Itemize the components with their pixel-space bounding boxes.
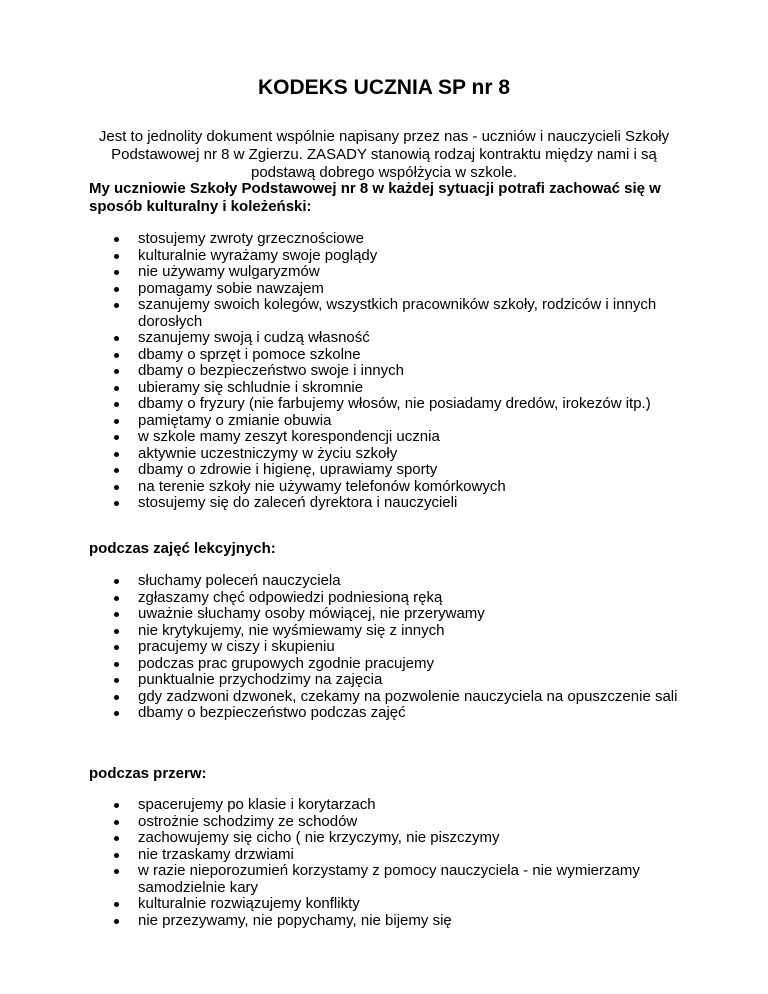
bullet-icon [114,853,119,858]
list-item [89,639,689,656]
list-item [89,814,689,831]
list-item [89,347,689,364]
list-item [89,689,689,706]
list-item [89,248,689,265]
bullet-icon [114,869,119,874]
list-item [89,363,689,380]
list-item [89,913,689,930]
list-item-text: szanujemy swoich kolegów, wszystkich pracowników szkoły, rodziców i innych dorosłych [138,296,657,330]
section-heading-general: My uczniowie Szkoły Podstawowej nr 8 w każdej sytuacji potrafi zachować się w sposób kulturalny i koleżeński: [89,180,661,215]
list-item [89,797,689,814]
list-item-text: uważnie słuchamy osoby mówiącej, nie przerywamy [138,605,485,622]
list-item [89,429,689,446]
list-item [89,672,689,689]
list-item-text: w szkole mamy zeszyt korespondencji ucznia [138,428,440,445]
bullet-icon [114,711,119,716]
bullet-icon [114,386,119,391]
bullet-icon [114,662,119,667]
bullet-icon [114,803,119,808]
list-item [89,830,689,847]
list-item-text: pamiętamy o zmianie obuwia [138,411,332,429]
list-item-text: nie przezywamy, nie popychamy, nie bijemy się [138,911,452,929]
bullet-icon [114,645,119,650]
bullet-icon [114,902,119,907]
bullet-icon [114,678,119,683]
list-item-text: pomagamy sobie nawzajem [138,279,324,297]
list-item [89,573,689,590]
list-item [89,380,689,397]
bullet-icon [114,419,119,424]
list-item-text: ostrożnie schodzimy ze schodów [138,812,358,830]
list-item [89,396,689,413]
list-item-text: szanujemy swoją i cudzą własność [138,329,370,346]
list-item-text: dbamy o sprzęt i pomoce szkolne [138,345,361,363]
bullet-icon [114,501,119,506]
list-item [89,495,689,512]
bullet-icon [114,353,119,358]
list-item-text: dbamy o bezpieczeństwo swoje i innych [138,362,404,379]
list-general [89,231,689,512]
bullet-icon [114,919,119,924]
bullet-icon [114,596,119,601]
bullet-icon [114,435,119,440]
list-item-text: aktywnie uczestniczymy w życiu szkoły [138,444,398,462]
list-item-text: stosujemy zwroty grzecznościowe [138,230,364,247]
list-item [89,446,689,463]
list-item [89,297,689,330]
bullet-icon [114,485,119,490]
list-item [89,281,689,298]
bullet-icon [114,579,119,584]
list-item-text: dbamy o fryzury (nie farbujemy włosów, nie posiadamy dredów, irokezów itp.) [138,395,651,412]
list-item-text: spacerujemy po klasie i korytarzach [138,796,376,813]
list-item-text: podczas prac grupowych zgodnie pracujemy [138,654,434,672]
bullet-icon [114,369,119,374]
list-item [89,264,689,281]
bullet-icon [114,303,119,308]
bullet-icon [114,287,119,292]
list-item-text: punktualnie przychodzimy na zajęcia [138,671,383,688]
bullet-icon [114,820,119,825]
list-item [89,330,689,347]
list-item [89,231,689,248]
list-item-text: kulturalnie rozwiązujemy konflikty [138,895,360,912]
list-item [89,863,689,896]
page-title: KODEKS UCZNIA SP nr 8 [257,76,511,99]
list-item [89,606,689,623]
list-item-text: dbamy o zdrowie i higienę, uprawiamy sporty [138,461,438,478]
list-breaks [89,797,689,929]
bullet-icon [114,402,119,407]
list-item [89,656,689,673]
list-item [89,847,689,864]
list-item-text: w razie nieporozumień korzystamy z pomocy nauczyciela - nie wymierzamy samodzielnie kary [138,862,640,896]
list-lessons [89,573,689,722]
list-item-text: kulturalnie wyrażamy swoje poglądy [138,246,378,264]
bullet-icon [114,270,119,275]
section-heading-breaks: podczas przerw: [89,765,207,782]
bullet-icon [114,468,119,473]
bullet-icon [114,695,119,700]
bullet-icon [114,629,119,634]
list-item-text: stosujemy się do zaleceń dyrektora i nauczycieli [138,494,458,511]
list-item-text: pracujemy w ciszy i skupieniu [138,638,335,655]
list-item-text: słuchamy poleceń nauczyciela [138,572,341,589]
bullet-icon [114,336,119,341]
list-item-text: ubieramy się schludnie i skromnie [138,378,364,396]
list-item [89,896,689,913]
list-item-text: gdy zadzwoni dzwonek, czekamy na pozwolenie nauczyciela na opuszczenie sali [138,687,678,705]
list-item [89,413,689,430]
list-item-text: nie używamy wulgaryzmów [138,263,320,280]
list-item-text: nie trzaskamy drzwiami [138,845,294,863]
list-item-text: zachowujemy się cicho ( nie krzyczymy, nie piszczymy [138,829,500,846]
intro-paragraph: Jest to jednolity dokument wspólnie napisany przez nas - uczniów i nauczycieli Szkoły Podstawowej nr 8 w Zgierzu. ZASADY stanowią rodzaj kontraktu między nami i są podstawą dobrego współżycia w szkole. [98,128,670,181]
list-item-text: dbamy o bezpieczeństwo podczas zajęć [138,704,406,721]
list-item [89,590,689,607]
bullet-icon [114,612,119,617]
bullet-icon [114,836,119,841]
bullet-icon [114,254,119,259]
list-item [89,623,689,640]
list-item-text: zgłaszamy chęć odpowiedzi podniesioną ręką [138,588,443,606]
list-item [89,479,689,496]
list-item-text: na terenie szkoły nie używamy telefonów komórkowych [138,477,506,495]
list-item-text: nie krytykujemy, nie wyśmiewamy się z innych [138,621,445,639]
list-item [89,705,689,722]
section-heading-lessons: podczas zajęć lekcyjnych: [89,540,276,557]
bullet-icon [114,237,119,242]
list-item [89,462,689,479]
bullet-icon [114,452,119,457]
